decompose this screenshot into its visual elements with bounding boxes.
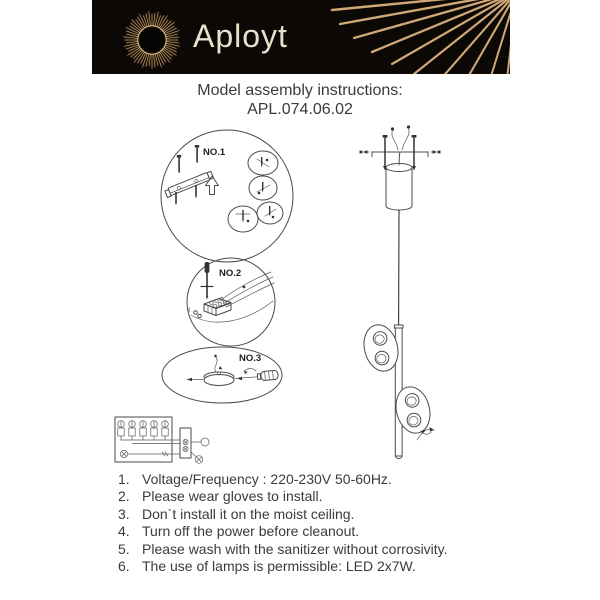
item-number: 1. [118,471,130,487]
screwdriver-horizontal-icon [235,369,278,381]
page-title: Model assembly instructions: [197,82,403,99]
banner-art [92,0,510,74]
model-number: APL.074.06.02 [247,101,353,118]
wiring-schematic [108,408,218,474]
terminal-strip [115,417,172,462]
item-number: 4. [118,523,130,540]
corner-rays [332,0,510,74]
brand-banner [92,0,510,74]
item-text: Voltage/Frequency : 220-230V 50-60Hz. [142,471,392,487]
step3-label: NO.3 [239,353,262,364]
ground-symbol [120,450,127,457]
item-text: Turn off the power before cleanout. [142,523,360,540]
diagram-step2 [185,256,277,348]
item-text: Please wear gloves to install. [142,488,323,505]
sunburst-icon [123,11,180,69]
step1-detail-bubbles [228,151,283,232]
item-number: 2. [118,488,130,505]
diagram-step1 [159,128,295,264]
item-number: 5. [118,540,130,557]
brand-name: Aployt [193,18,288,54]
item-text: Don`t install it on the moist ceiling. [142,505,355,522]
item-text: Please wash with the sanitizer without corrosivity. [142,540,448,557]
item-number: 6. [118,558,130,575]
driver-box [180,428,191,458]
list-item [118,523,510,540]
lamp-wires [391,125,410,163]
lamp-canopy [386,164,412,211]
canopy-dish [204,372,234,386]
screws [175,145,199,206]
ceiling-wire [214,355,222,372]
list-item [118,558,510,575]
lamp-drawing [355,122,445,462]
heading-block [0,81,600,119]
lamp-symbols [191,438,209,463]
list-item [118,488,510,505]
list-item [118,541,510,558]
schematic-wires [121,440,180,456]
instruction-list [118,471,510,575]
terminal-screws [118,421,169,440]
screwdriver-icon [201,262,214,300]
list-item [118,471,510,488]
item-text: The use of lamps is permissible: LED 2x7W. [142,558,416,575]
left-arrow-icon [187,378,203,382]
step1-label: NO.1 [203,147,226,158]
step2-label: NO.2 [219,268,242,279]
diagram-step3 [159,344,285,406]
item-number: 3. [118,505,130,522]
list-item [118,506,510,523]
